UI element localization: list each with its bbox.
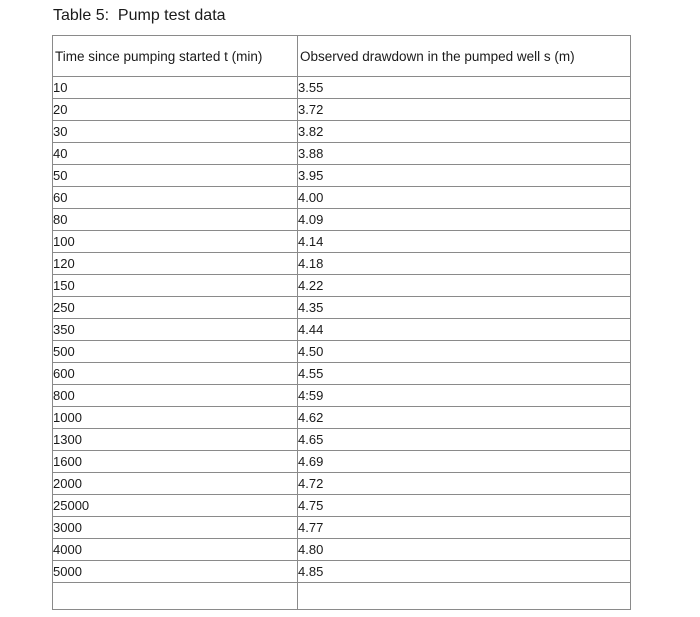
time-cell: 5000 <box>53 561 298 583</box>
empty-cell <box>298 583 631 610</box>
drawdown-cell: 4.44 <box>298 319 631 341</box>
drawdown-cell: 4.50 <box>298 341 631 363</box>
drawdown-cell: 4.55 <box>298 363 631 385</box>
drawdown-cell: 4.75 <box>298 495 631 517</box>
time-cell: 2000 <box>53 473 298 495</box>
table-row <box>53 121 631 143</box>
table-row <box>53 363 631 385</box>
drawdown-cell: 3.95 <box>298 165 631 187</box>
time-cell: 350 <box>53 319 298 341</box>
table-row <box>53 253 631 275</box>
header-time: Time since pumping started t (min) <box>53 36 298 77</box>
time-cell: 600 <box>53 363 298 385</box>
empty-row <box>53 583 631 610</box>
time-cell: 3000 <box>53 517 298 539</box>
time-cell: 40 <box>53 143 298 165</box>
drawdown-cell: 4.00 <box>298 187 631 209</box>
time-cell: 30 <box>53 121 298 143</box>
time-cell: 1300 <box>53 429 298 451</box>
empty-cell <box>53 583 298 610</box>
drawdown-cell: 3.55 <box>298 77 631 99</box>
table-row <box>53 231 631 253</box>
header-drawdown: Observed drawdown in the pumped well s (m) <box>298 36 631 77</box>
drawdown-cell: 4.62 <box>298 407 631 429</box>
table-row <box>53 473 631 495</box>
drawdown-cell: 4:59 <box>298 385 631 407</box>
table-header-row <box>53 36 631 77</box>
time-cell: 120 <box>53 253 298 275</box>
time-cell: 20 <box>53 99 298 121</box>
table-row <box>53 99 631 121</box>
drawdown-cell: 4.77 <box>298 517 631 539</box>
table-row <box>53 319 631 341</box>
table-row <box>53 407 631 429</box>
time-cell: 250 <box>53 297 298 319</box>
table-row <box>53 495 631 517</box>
time-cell: 500 <box>53 341 298 363</box>
time-cell: 1600 <box>53 451 298 473</box>
table-row <box>53 517 631 539</box>
drawdown-cell: 4.80 <box>298 539 631 561</box>
table-row <box>53 77 631 99</box>
drawdown-cell: 4.69 <box>298 451 631 473</box>
table-caption: Table 5: Pump test data <box>53 7 226 24</box>
time-cell: 80 <box>53 209 298 231</box>
time-cell: 150 <box>53 275 298 297</box>
time-cell: 100 <box>53 231 298 253</box>
drawdown-cell: 4.65 <box>298 429 631 451</box>
drawdown-cell: 3.72 <box>298 99 631 121</box>
time-cell: 800 <box>53 385 298 407</box>
time-cell: 1000 <box>53 407 298 429</box>
drawdown-cell: 4.14 <box>298 231 631 253</box>
drawdown-cell: 4.22 <box>298 275 631 297</box>
pump-test-table <box>52 35 631 610</box>
drawdown-cell: 4.72 <box>298 473 631 495</box>
drawdown-cell: 3.82 <box>298 121 631 143</box>
drawdown-cell: 4.85 <box>298 561 631 583</box>
time-cell: 25000 <box>53 495 298 517</box>
table-row <box>53 385 631 407</box>
table-row <box>53 561 631 583</box>
time-cell: 60 <box>53 187 298 209</box>
table-row <box>53 187 631 209</box>
time-cell: 4000 <box>53 539 298 561</box>
table-row <box>53 341 631 363</box>
table-row <box>53 275 631 297</box>
table-row <box>53 165 631 187</box>
table-row <box>53 451 631 473</box>
table-row <box>53 429 631 451</box>
drawdown-cell: 4.35 <box>298 297 631 319</box>
drawdown-cell: 4.18 <box>298 253 631 275</box>
time-cell: 10 <box>53 77 298 99</box>
table-row <box>53 143 631 165</box>
table-row <box>53 209 631 231</box>
time-cell: 50 <box>53 165 298 187</box>
table-row <box>53 539 631 561</box>
drawdown-cell: 4.09 <box>298 209 631 231</box>
drawdown-cell: 3.88 <box>298 143 631 165</box>
table-row <box>53 297 631 319</box>
